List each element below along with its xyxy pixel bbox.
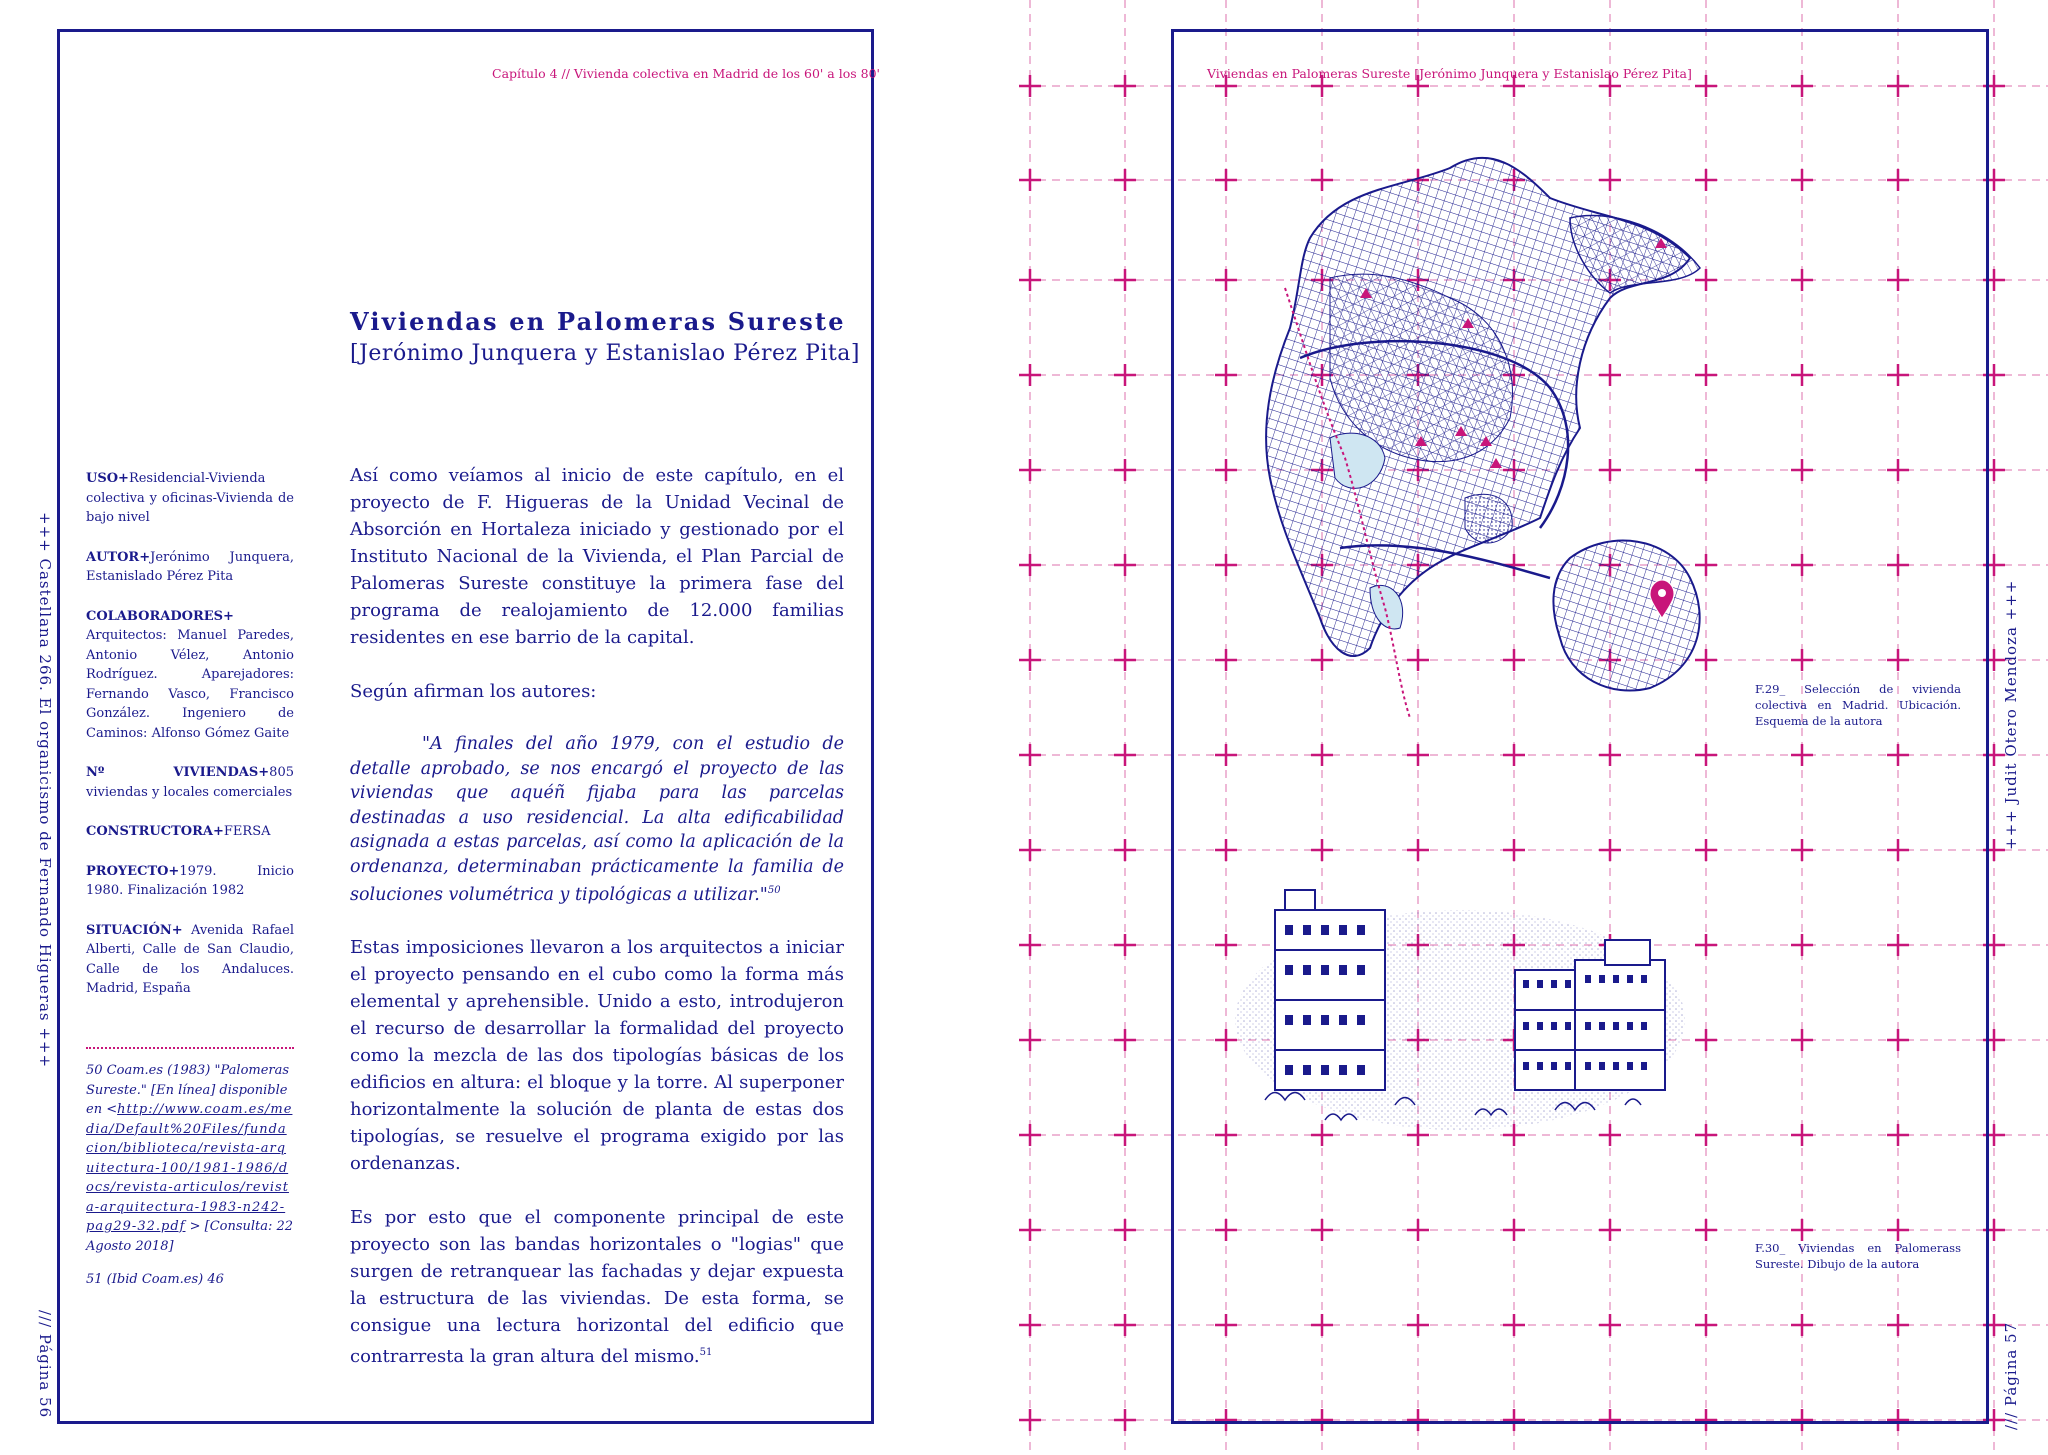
datasheet-value: Arquitectos: Manuel Paredes, Antonio Vélez, Antonio Rodríguez. Aparejadores: Fernando Vasco, Francisco González. Ingeniero de Caminos: Alfonso Gómez Gaite bbox=[86, 628, 294, 741]
grid-cross-icon bbox=[1114, 1124, 1136, 1146]
grid-cross-icon bbox=[1114, 1314, 1136, 1336]
body-paragraph: Según afirman los autores: bbox=[350, 681, 597, 702]
grid-cross-icon bbox=[1114, 75, 1136, 97]
datasheet-key: PROYECTO+ bbox=[86, 863, 180, 879]
left-page-number: /// Página 56 bbox=[36, 1310, 54, 1419]
datasheet-value: Jerónimo Junquera, Estanislado Pérez Pita bbox=[86, 549, 294, 584]
paragraph-text: Es por esto que el componente principal de este proyecto son las bandas horizontales o "logias" que surgen de retranquear las fachadas y dejar expuesta la estructura de las viviendas. De esta forma, se consigue una lectura horizontal del edificio que contrarresta la gran altura del mismo. bbox=[350, 1207, 844, 1368]
body-paragraph: Estas imposiciones llevaron a los arquitectos a iniciar el proyecto pensando en el cubo como la forma más elemental y aprehensible. Unido a esto, introdujeron el recurso de desarrollar la formalidad del proyecto como la mezcla de las dos tipologías básicas de los edificios en altura: el bloque y la torre. Al superponer horizontalmente la solución de planta de estas dos tipologías, se resuelve el programa exigido por las ordenanzas. bbox=[350, 937, 844, 1175]
grid-cross-icon bbox=[1114, 744, 1136, 766]
grid-cross-icon bbox=[1019, 934, 1041, 956]
footnote-ref: 50 bbox=[767, 885, 781, 896]
grid-cross-icon bbox=[1114, 554, 1136, 576]
grid-cross-icon bbox=[1019, 364, 1041, 386]
body-paragraph: Así como veíamos al inicio de este capítulo, en el proyecto de F. Higueras de la Unidad Vecinal de Absorción en Hortaleza iniciado y gestionado por el Instituto Nacional de la Vivienda, el Plan Parcial de Palomeras Sureste constituye la primera fase del programa de realojamiento de 12.000 familias residentes en ese barrio de la capital. bbox=[350, 465, 844, 648]
left-running-header: Capítulo 4 // Vivienda colectiva en Madrid de los 60' a los 80' bbox=[492, 66, 880, 81]
grid-cross-icon bbox=[1114, 839, 1136, 861]
grid-cross-icon bbox=[1019, 649, 1041, 671]
datasheet-value: 805 viviendas y locales comerciales bbox=[86, 765, 294, 800]
grid-cross-icon bbox=[1019, 459, 1041, 481]
datasheet-key: COLABORADORES+ bbox=[86, 608, 234, 624]
datasheet-value: Residencial-Vivienda colectiva y oficinas-Vivienda de bajo nivel bbox=[86, 471, 294, 525]
right-page-number: /// Página 57 bbox=[2002, 1321, 2020, 1430]
article-title: Viviendas en Palomeras Sureste bbox=[350, 307, 846, 336]
footnote-link[interactable]: http://www.coam.es/media/Default%20Files/fundacion/biblioteca/revista-arquitectura-100/1981-1986/docs/revista-articulos/revista-arquitectura-1983-n242-pag29-32.pdf bbox=[86, 1102, 293, 1234]
datasheet-key: Nº VIVIENDAS+ bbox=[86, 765, 270, 780]
grid-cross-icon bbox=[1114, 1219, 1136, 1241]
footnote-text: > [Consulta: 22 Agosto 2018] bbox=[86, 1219, 294, 1254]
grid-cross-icon bbox=[1114, 1029, 1136, 1051]
grid-cross-icon bbox=[1019, 554, 1041, 576]
datasheet-key: CONSTRUCTORA+ bbox=[86, 824, 224, 839]
grid-cross-icon bbox=[1019, 1029, 1041, 1051]
grid-cross-icon bbox=[1019, 839, 1041, 861]
footnote-ref: 51 bbox=[699, 1347, 713, 1359]
grid-cross-icon bbox=[1019, 1314, 1041, 1336]
grid-cross-icon bbox=[1019, 1219, 1041, 1241]
grid-cross-icon bbox=[1019, 169, 1041, 191]
grid-cross-icon bbox=[1019, 269, 1041, 291]
building-sketch-illustration bbox=[1225, 870, 1695, 1170]
datasheet-value: FERSA bbox=[223, 824, 271, 839]
grid-cross-icon bbox=[1114, 169, 1136, 191]
grid-cross-icon bbox=[1114, 459, 1136, 481]
figure-30-caption: F.30_ Viviendas en Palomerass Sureste. Dibujo de la autora bbox=[1755, 1241, 1961, 1271]
left-spine-text: +++ Castellana 266. El organicismo de Fernando Higueras +++ bbox=[36, 512, 54, 1069]
madrid-street-map bbox=[1250, 128, 1720, 728]
footnote-51: 51 (Ibid Coam.es) 46 bbox=[86, 1272, 224, 1287]
grid-cross-icon bbox=[1114, 1409, 1136, 1431]
quote-text: "A finales del año 1979, con el estudio de detalle aprobado, se nos encargó el proyecto de las viviendas que aquéñ fijaba para las parcelas destinadas a uso residencial. La alta edificabilidad asignada a estas parcelas, así como la aplicación de la ordenanza, determinaban prácticamente la familia de soluciones volumétrica y tipológicas a utilizar." bbox=[350, 734, 844, 905]
datasheet-key: USO+ bbox=[86, 471, 129, 486]
right-spine-text: +++ Judit Otero Mendoza +++ bbox=[2002, 579, 2020, 850]
grid-cross-icon bbox=[1114, 269, 1136, 291]
datasheet-value: Avenida Rafael Alberti, Calle de San Claudio, Calle de los Andaluces. Madrid, España bbox=[86, 922, 294, 996]
grid-cross-icon bbox=[1114, 649, 1136, 671]
grid-cross-icon bbox=[1114, 364, 1136, 386]
datasheet-value: 1979. Inicio 1980. Finalización 1982 bbox=[86, 863, 294, 898]
right-running-header: Viviendas en Palomeras Sureste [Jerónimo Junquera y Estanislao Pérez Pita] bbox=[1207, 66, 1692, 81]
grid-cross-icon bbox=[1019, 75, 1041, 97]
datasheet-key: SITUACIÓN+ bbox=[86, 922, 183, 938]
grid-cross-icon bbox=[1114, 934, 1136, 956]
grid-cross-icon bbox=[1019, 1409, 1041, 1431]
article-subtitle: [Jerónimo Junquera y Estanislao Pérez Pita] bbox=[350, 341, 860, 366]
grid-cross-icon bbox=[1019, 1124, 1041, 1146]
datasheet-key: AUTOR+ bbox=[86, 549, 151, 565]
footnote-text: 50 Coam.es (1983) "Palomeras Sureste." [En línea] disponible en < bbox=[86, 1063, 290, 1117]
figure-29-caption: F.29_ Selección de vivienda colectiva en Madrid. Ubicación. Esquema de la autora bbox=[1755, 682, 1961, 728]
grid-cross-icon bbox=[1019, 744, 1041, 766]
